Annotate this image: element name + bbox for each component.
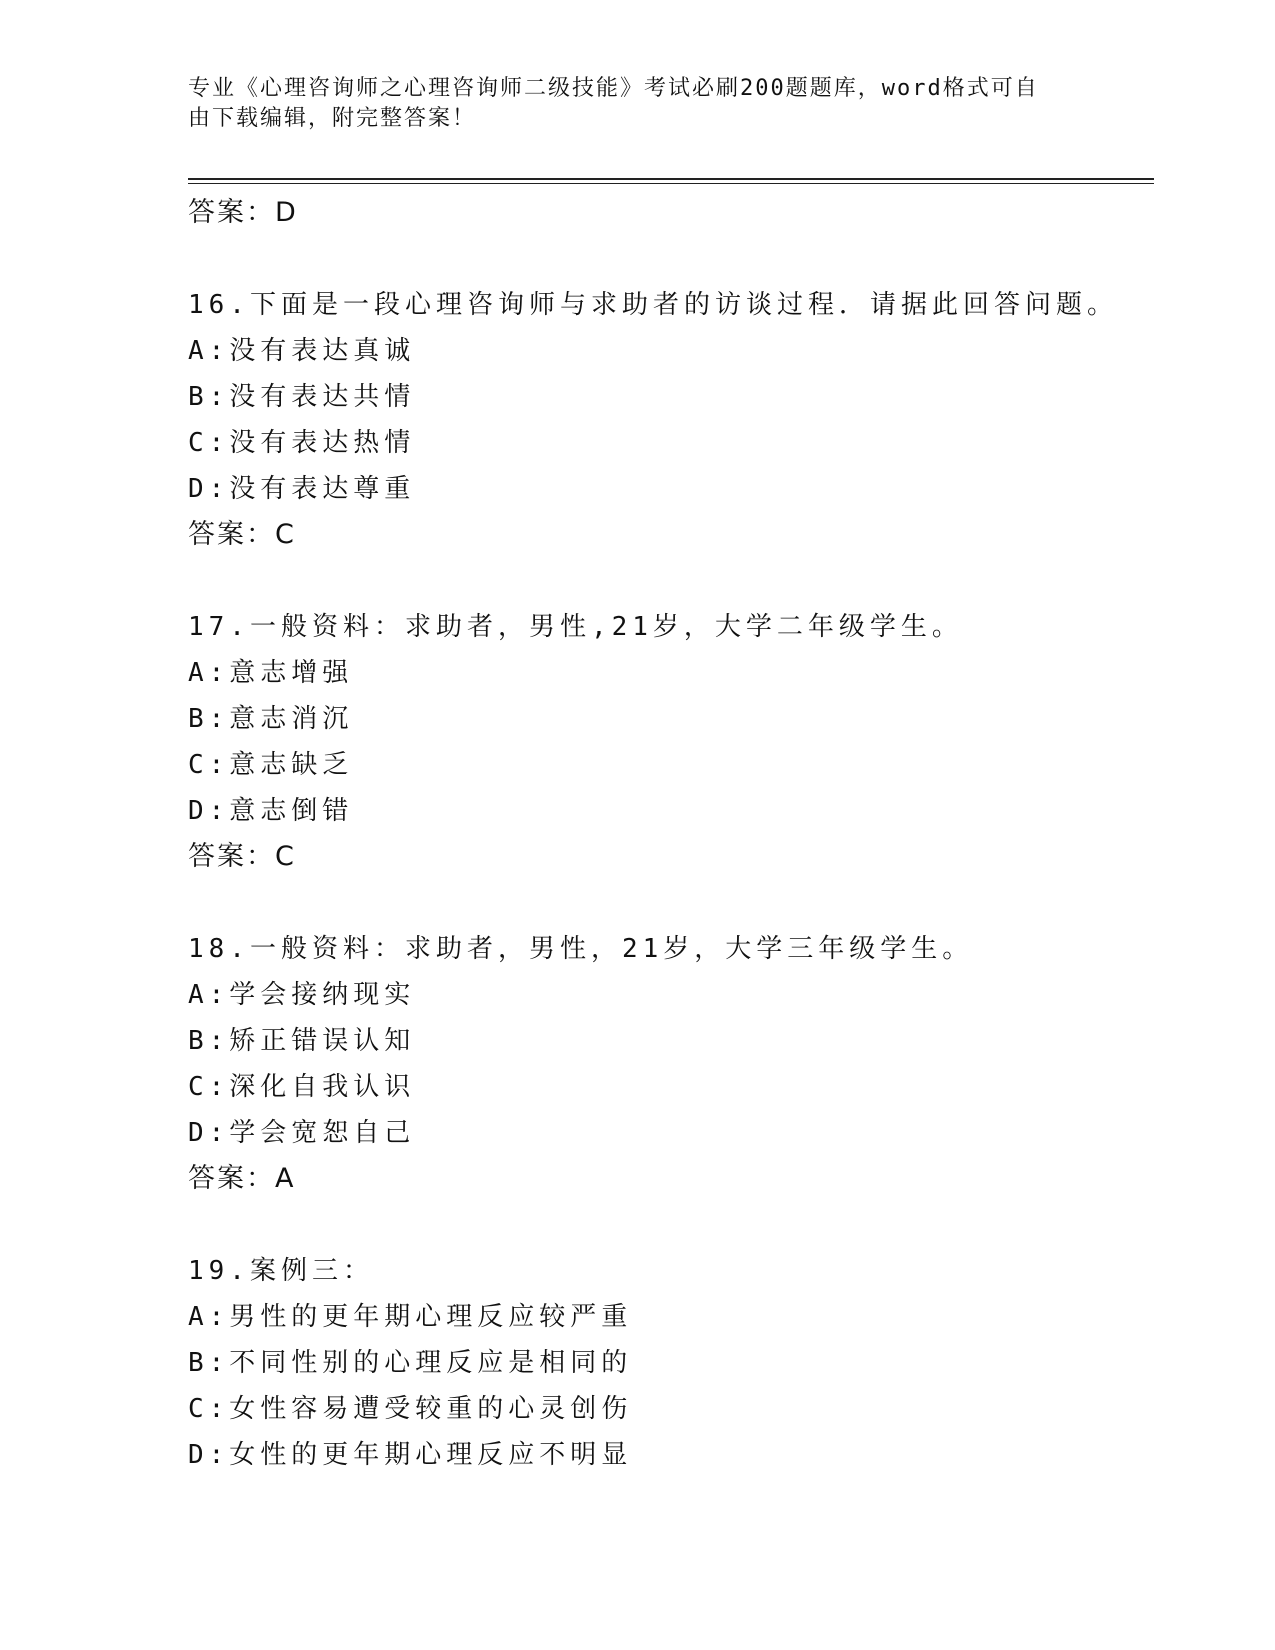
header-divider-thick <box>188 178 1154 180</box>
option-a: A:学会接纳现实 <box>188 980 416 1010</box>
question-18 <box>188 926 1148 1202</box>
question-stem: 19.案例三： <box>188 1256 374 1286</box>
option-a: A:没有表达真诚 <box>188 336 416 366</box>
question-stem: 17.一般资料：求助者，男性,21岁，大学二年级学生。 <box>188 612 963 642</box>
question-19 <box>188 1248 1148 1478</box>
option-c: C:意志缺乏 <box>188 750 354 780</box>
question-list <box>188 190 1148 1478</box>
answer: 答案：C <box>188 519 296 550</box>
option-a: A:意志增强 <box>188 658 354 688</box>
question-16 <box>188 282 1148 558</box>
option-b: B:不同性别的心理反应是相同的 <box>188 1348 633 1378</box>
option-c: C:女性容易遭受较重的心灵创伤 <box>188 1394 633 1424</box>
option-a: A:男性的更年期心理反应较严重 <box>188 1302 633 1332</box>
option-b: B:没有表达共情 <box>188 382 416 412</box>
option-d: D:学会宽恕自己 <box>188 1118 416 1148</box>
spacer <box>188 236 1148 282</box>
option-d: D:女性的更年期心理反应不明显 <box>188 1440 633 1470</box>
option-c: C:深化自我认识 <box>188 1072 416 1102</box>
header-line-1: 专业《心理咨询师之心理咨询师二级技能》考试必刷200题题库，word格式可自 <box>188 76 1039 101</box>
page-header <box>188 74 1088 134</box>
option-d: D:意志倒错 <box>188 796 354 826</box>
header-divider-thin <box>188 183 1154 184</box>
answer: 答案：A <box>188 1163 296 1194</box>
option-c: C:没有表达热情 <box>188 428 416 458</box>
header-line-2: 由下载编辑，附完整答案！ <box>188 106 477 131</box>
previous-answer: 答案：D <box>188 197 298 228</box>
spacer <box>188 1202 1148 1248</box>
question-stem: 16.下面是一段心理咨询师与求助者的访谈过程．请据此回答问题。 <box>188 290 1118 320</box>
answer: 答案：C <box>188 841 296 872</box>
spacer <box>188 880 1148 926</box>
spacer <box>188 558 1148 604</box>
question-stem: 18.一般资料：求助者，男性，21岁，大学三年级学生。 <box>188 934 974 964</box>
option-b: B:矫正错误认知 <box>188 1026 416 1056</box>
question-17 <box>188 604 1148 880</box>
option-d: D:没有表达尊重 <box>188 474 416 504</box>
option-b: B:意志消沉 <box>188 704 354 734</box>
